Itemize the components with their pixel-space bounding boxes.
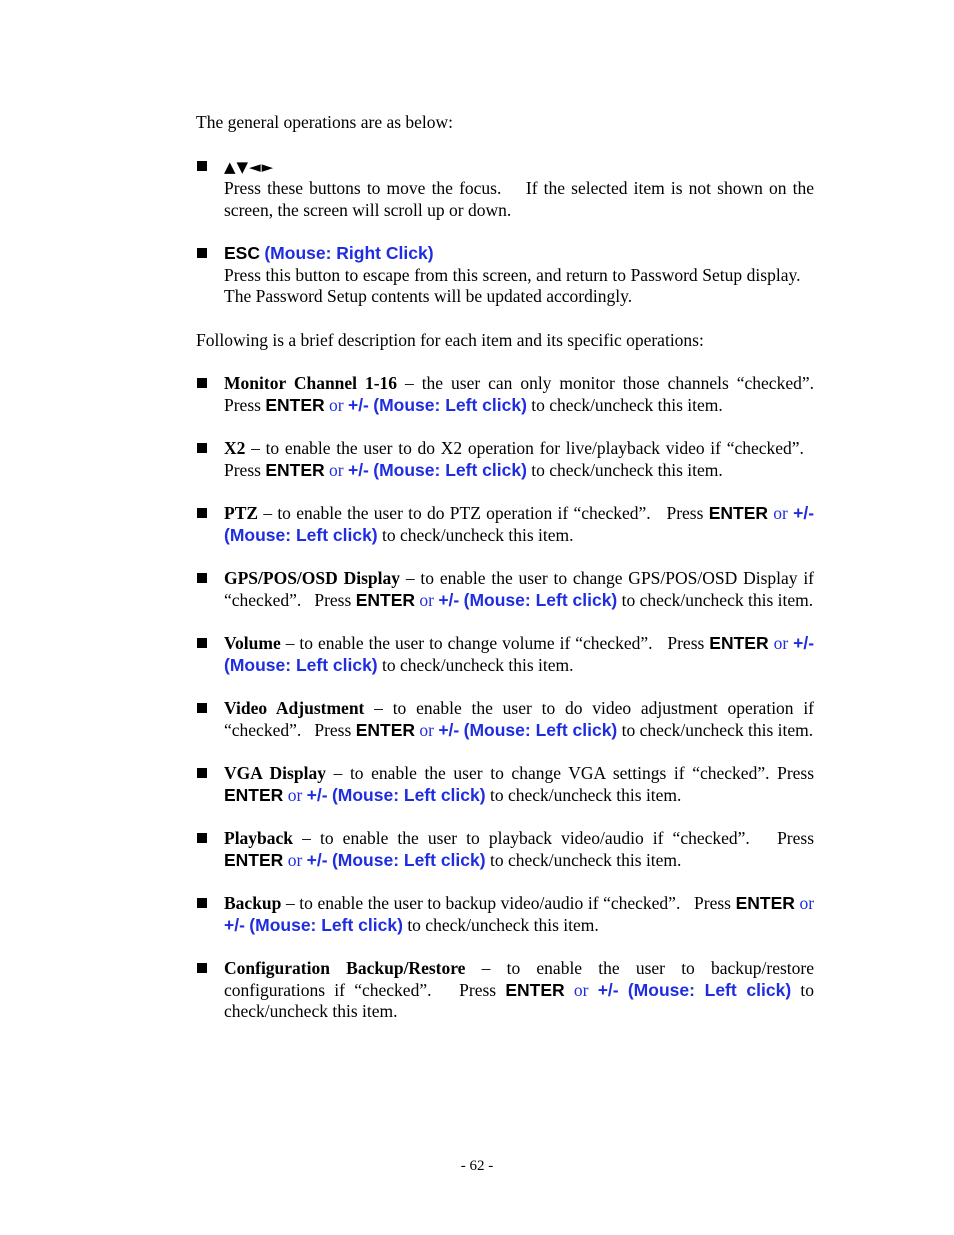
or-text: or	[573, 979, 589, 1000]
check-uncheck-text: to check/uncheck this item.	[621, 589, 814, 610]
press-text: Press	[667, 633, 705, 653]
esc-mouse-label: (Mouse: Right Click)	[264, 243, 434, 263]
check-uncheck-text: to check/uncheck this item.	[489, 849, 682, 870]
item-description: – the user can only monitor those channels “checked”.	[405, 373, 814, 393]
list-item	[196, 828, 814, 871]
item-description: – to enable the user to change GPS/POS/OSD Display if “checked”.	[224, 568, 815, 610]
press-text: Press	[314, 589, 352, 610]
plusminus-key-label: +/-	[347, 394, 369, 415]
press-text: Press	[777, 828, 815, 848]
list-item	[196, 763, 814, 806]
item-description: – to enable the user to change volume if “checked”.	[285, 633, 663, 653]
list-item	[196, 698, 814, 741]
mouse-left-click-label: (Mouse: Left click)	[373, 459, 527, 480]
bullet-icon	[197, 508, 207, 518]
bullet-icon	[197, 703, 207, 713]
enter-key-label: ENTER	[709, 633, 769, 653]
plusminus-key-label: +/-	[224, 914, 245, 935]
item-name: Monitor Channel 1-16	[224, 373, 398, 393]
plusminus-key-label: +/-	[597, 979, 619, 1000]
item-description: – to enable the user to do video adjustment operation if “checked”.	[224, 698, 815, 740]
list-item	[196, 503, 814, 546]
page-number: - 62 -	[460, 1158, 494, 1174]
or-text: or	[773, 503, 788, 523]
plusminus-key-label: +/-	[438, 719, 460, 740]
item-description: – to enable the user to change VGA settings if “checked”.	[333, 763, 770, 783]
item-name: Volume	[224, 633, 281, 653]
enter-key-label: ENTER	[355, 589, 415, 610]
list-item	[196, 438, 814, 481]
check-uncheck-text: to check/uncheck this item.	[489, 784, 682, 805]
item-list	[196, 373, 814, 1023]
item-name: Configuration Backup/Restore	[224, 958, 466, 978]
item-name: Playback	[224, 828, 294, 848]
plusminus-key-label: +/-	[306, 849, 328, 870]
document-page	[196, 112, 814, 1045]
enter-key-label: ENTER	[735, 893, 795, 913]
press-text: Press	[314, 719, 352, 740]
item-description: – to enable the user to backup/restore configurations if “checked”.	[224, 958, 815, 1000]
mouse-left-click-label: (Mouse: Left click)	[224, 524, 378, 545]
plusminus-key-label: +/-	[438, 589, 460, 610]
or-text: or	[419, 589, 434, 610]
mouse-left-click-label: (Mouse: Left click)	[331, 784, 486, 805]
general-op-esc	[196, 243, 814, 308]
mouse-left-click-label: (Mouse: Left click)	[224, 654, 378, 675]
mouse-left-click-label: (Mouse: Left click)	[373, 394, 527, 415]
press-text: Press	[694, 893, 731, 913]
item-name: PTZ	[224, 503, 259, 523]
enter-key-label: ENTER	[505, 979, 565, 1000]
press-text: Press	[666, 503, 704, 523]
arrow-keys-icon: ▲▼◄►	[224, 157, 275, 176]
check-uncheck-text: to check/uncheck this item.	[621, 719, 814, 740]
bullet-icon	[197, 833, 207, 843]
item-description: – to enable the user to do PTZ operation if “checked”.	[263, 503, 662, 523]
bullet-icon	[197, 443, 207, 453]
intro-text: The general operations are as below:	[196, 112, 454, 132]
item-name: VGA Display	[224, 763, 326, 783]
item-name: GPS/POS/OSD Display	[224, 568, 401, 588]
or-text: or	[329, 459, 344, 480]
enter-key-label: ENTER	[708, 503, 768, 523]
item-name: Video Adjustment	[224, 698, 365, 718]
enter-key-label: ENTER	[224, 849, 284, 870]
list-item	[196, 633, 814, 676]
bullet-icon	[197, 248, 207, 258]
esc-key-label: ESC	[224, 243, 260, 263]
item-description: – to enable the user to backup video/audio if “checked”.	[285, 893, 690, 913]
plusminus-key-label: +/-	[793, 503, 815, 523]
bullet-icon	[197, 573, 207, 583]
bullet-icon	[197, 378, 207, 388]
plusminus-key-label: +/-	[793, 633, 815, 653]
enter-key-label: ENTER	[265, 394, 325, 415]
or-text: or	[773, 633, 789, 653]
check-uncheck-text: to check/uncheck this item.	[382, 654, 574, 675]
or-text: or	[287, 784, 303, 805]
enter-key-label: ENTER	[265, 459, 325, 480]
or-text: or	[799, 893, 815, 913]
list-item	[196, 958, 814, 1023]
mouse-left-click-label: (Mouse: Left click)	[463, 589, 618, 610]
general-op-arrows	[196, 156, 814, 222]
bullet-icon	[197, 963, 207, 973]
check-uncheck-text: to check/uncheck this item.	[531, 459, 723, 480]
bullet-icon	[197, 768, 207, 778]
item-name: X2	[224, 438, 246, 458]
mouse-left-click-label: (Mouse: Left click)	[627, 979, 792, 1000]
following-text: Following is a brief description for each item and its specific operations:	[196, 329, 704, 350]
check-uncheck-text: to check/uncheck this item.	[531, 394, 723, 415]
list-item	[196, 893, 814, 936]
or-text: or	[419, 719, 434, 740]
mouse-left-click-label: (Mouse: Left click)	[463, 719, 618, 740]
press-text: Press	[459, 979, 497, 1000]
list-item	[196, 373, 814, 416]
item-description: – to enable the user to do X2 operation for live/playback video if “checked”.	[251, 438, 815, 458]
list-item	[196, 568, 814, 611]
plusminus-key-label: +/-	[347, 459, 369, 480]
enter-key-label: ENTER	[355, 719, 415, 740]
esc-description: Press this button to escape from this screen, and return to Password Setup display. The Password Setup contents will be updated accordingly.	[224, 264, 814, 306]
bullet-icon	[197, 161, 207, 171]
or-text: or	[287, 849, 303, 870]
or-text: or	[329, 394, 344, 415]
bullet-icon	[197, 898, 207, 908]
plusminus-key-label: +/-	[306, 784, 328, 805]
bullet-icon	[197, 638, 207, 648]
press-text: Press	[777, 763, 815, 783]
check-uncheck-text: to check/uncheck this item.	[407, 914, 599, 935]
press-text: Press	[224, 459, 261, 480]
check-uncheck-text: to check/uncheck this item.	[382, 524, 574, 545]
item-name: Backup	[224, 893, 282, 913]
enter-key-label: ENTER	[224, 784, 284, 805]
mouse-left-click-label: (Mouse: Left click)	[249, 914, 403, 935]
check-uncheck-text: to check/uncheck this item.	[224, 979, 815, 1021]
arrows-description: Press these buttons to move the focus. If the selected item is not shown on the screen, the screen will scroll up or down.	[224, 178, 814, 220]
mouse-left-click-label: (Mouse: Left click)	[331, 849, 486, 870]
press-text: Press	[224, 394, 261, 415]
item-description: – to enable the user to playback video/audio if “checked”.	[302, 828, 768, 848]
